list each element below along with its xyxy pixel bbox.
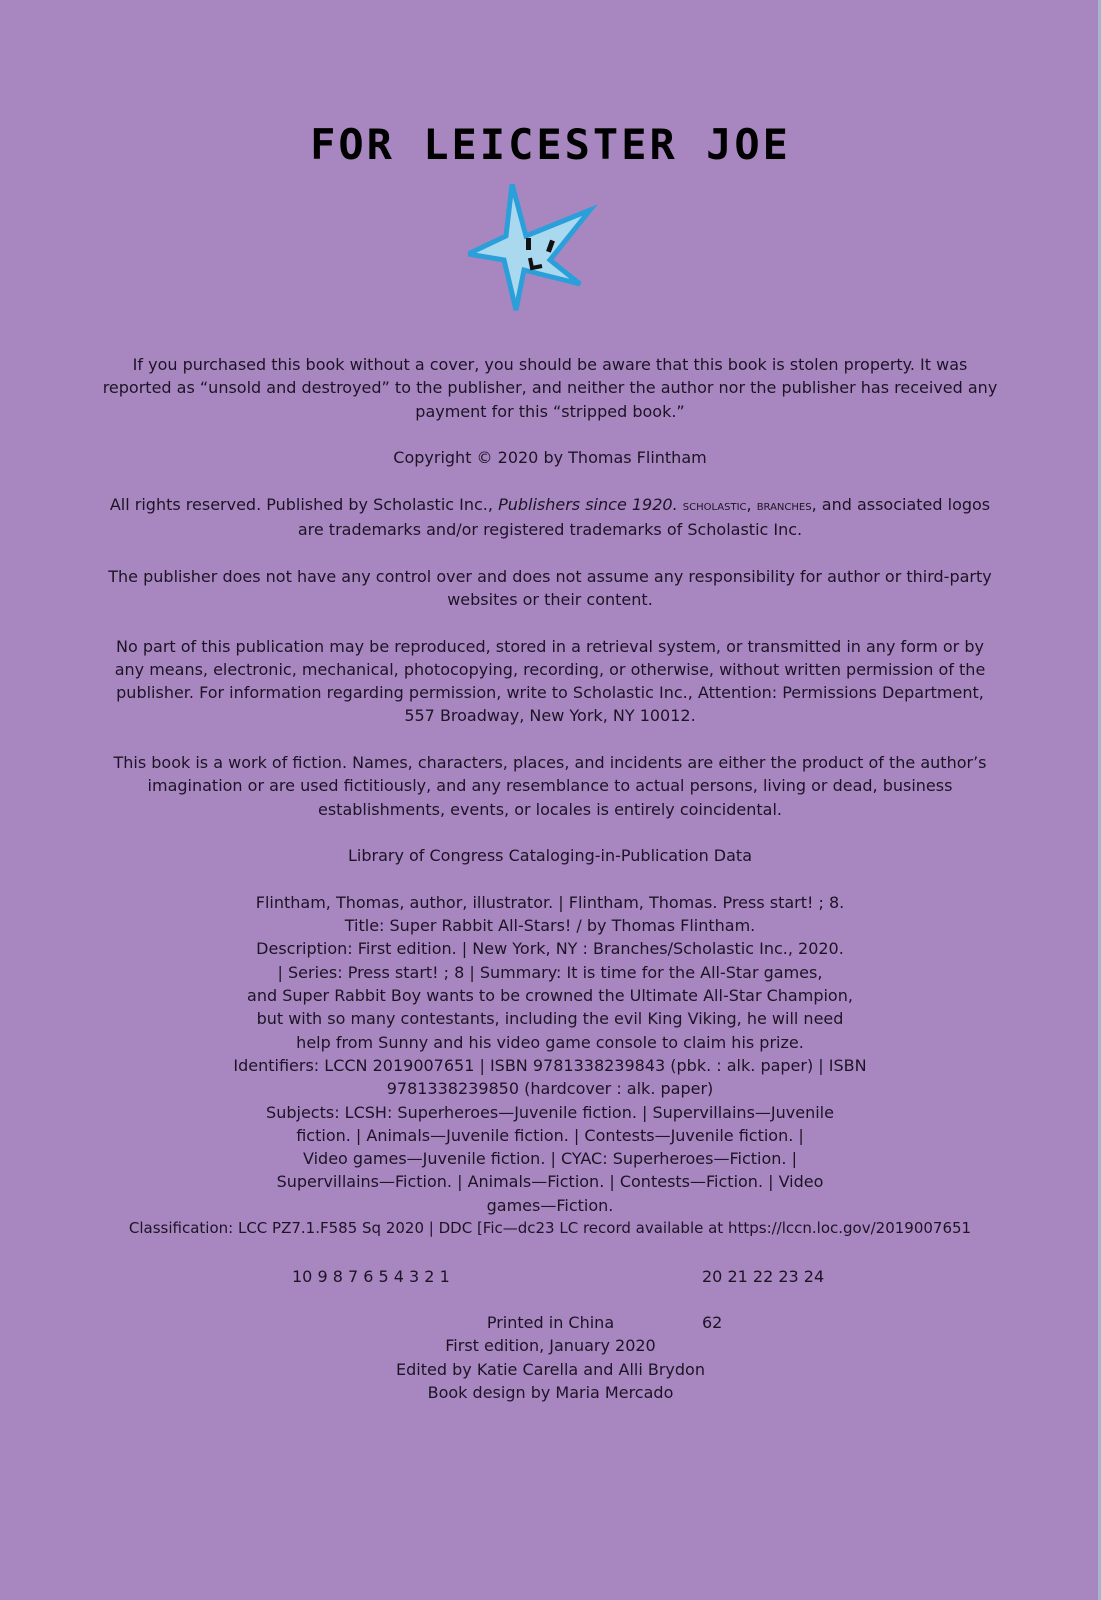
cip-line: help from Sunny and his video game console to claim his prize. bbox=[296, 1032, 804, 1052]
editors-line: Edited by Katie Carella and Alli Brydon bbox=[396, 1359, 705, 1379]
legal-text bbox=[100, 353, 1000, 1240]
printing-info bbox=[0, 1311, 1101, 1404]
responsibility-disclaimer: The publisher does not have any control over and does not assume any responsibility for author or third-party websites or their content. bbox=[108, 566, 992, 609]
cip-line: Flintham, Thomas, author, illustrator. | Flintham, Thomas. Press start! ; 8. bbox=[255, 892, 845, 912]
cip-heading: Library of Congress Cataloging-in-Publication Data bbox=[347, 846, 753, 866]
dedication-title: FOR LEICESTER JOE bbox=[310, 120, 791, 169]
cip-line: but with so many contestants, including the evil King Viking, he will need bbox=[256, 1009, 844, 1029]
cip-line: Title: Super Rabbit All-Stars! / by Thomas Flintham. bbox=[344, 916, 756, 936]
smiling-star-icon bbox=[468, 184, 606, 314]
cip-data bbox=[100, 891, 1000, 1240]
printer-code: 62 bbox=[702, 1313, 723, 1332]
cip-line: Video games—Juvenile fiction. | CYAC: Superheroes—Fiction. | bbox=[303, 1149, 797, 1169]
cip-line: Subjects: LCSH: Superheroes—Juvenile fiction. | Supervillains—Juvenile bbox=[266, 1102, 834, 1122]
fiction-disclaimer: This book is a work of fiction. Names, characters, places, and incidents are either the product of the author’s imagination or are used fictitiously, and any resemblance to actual persons, living or dead, business establishments, events, or locales is entirely coincidental. bbox=[113, 753, 987, 819]
cip-line: 9781338239850 (hardcover : alk. paper) bbox=[386, 1079, 714, 1099]
cip-line: Supervillains—Fiction. | Animals—Fiction. | Contests—Fiction. | Video bbox=[276, 1172, 824, 1192]
copyright-line: Copyright © 2020 by Thomas Flintham bbox=[393, 448, 707, 468]
edition-line: First edition, January 2020 bbox=[445, 1336, 656, 1356]
cip-line: and Super Rabbit Boy wants to be crowned the Ultimate All-Star Champion, bbox=[247, 986, 853, 1006]
cip-line: Identifiers: LCCN 2019007651 | ISBN 9781338239843 (pbk. : alk. paper) | ISBN bbox=[233, 1055, 867, 1075]
rights-statement: All rights reserved. Published by Scholastic Inc., Publishers since 1920. scholastic, branches, and associated logos are trademarks and/or registered trademarks of Scholastic Inc. bbox=[109, 494, 991, 540]
stripped-book-notice: If you purchased this book without a cover, you should be aware that this book is stolen property. It was reported as “unsold and destroyed” to the publisher, and neither the author nor the publisher has received any payment for this “stripped book.” bbox=[102, 355, 998, 421]
cip-line: Classification: LCC PZ7.1.F585 Sq 2020 | DDC [Fic—dc23 LC record available at https://lccn.loc.gov/2019007651 bbox=[128, 1218, 972, 1237]
printing-numbers: 10 9 8 7 6 5 4 3 2 1 bbox=[292, 1267, 450, 1286]
cip-line: Description: First edition. | New York, NY : Branches/Scholastic Inc., 2020. bbox=[256, 939, 844, 959]
cip-line: | Series: Press start! ; 8 | Summary: It is time for the All-Star games, bbox=[277, 962, 823, 982]
design-credit: Book design by Maria Mercado bbox=[427, 1382, 674, 1402]
cip-line: games—Fiction. bbox=[486, 1195, 614, 1215]
year-numbers: 20 21 22 23 24 bbox=[702, 1267, 825, 1286]
printed-in: Printed in China bbox=[486, 1313, 615, 1332]
cip-line: fiction. | Animals—Juvenile fiction. | Contests—Juvenile fiction. | bbox=[296, 1125, 804, 1145]
reproduction-notice: No part of this publication may be reproduced, stored in a retrieval system, or transmitted in any form or by any means, electronic, mechanical, photocopying, recording, or otherwise, without written permission of the publisher. For information regarding permission, write to Scholastic Inc., Attention: Permissions Department, 557 Broadway, New York, NY 10012. bbox=[114, 636, 986, 726]
